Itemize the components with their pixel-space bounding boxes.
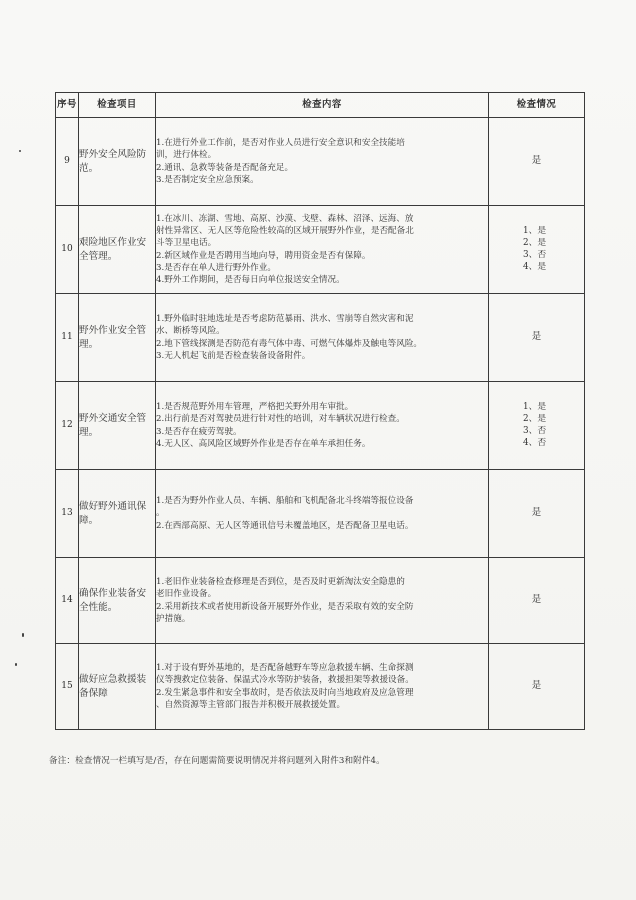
content-line: 4.野外工作期间，是否每日向单位报送安全情况。 (156, 274, 345, 285)
header-item: 检查项目 (79, 93, 156, 118)
content-line: 2.采用新技术或者使用新设备开展野外作业，是否采取有效的安全防 (156, 601, 414, 612)
content-line: 1.是否规范野外用车管理，严格把关野外用车审批。 (156, 402, 354, 413)
status-entry: 4、否 (523, 438, 547, 449)
content-line: 3.是否存在疲劳驾驶。 (156, 426, 242, 437)
row-number: 9 (56, 118, 79, 206)
table-row (56, 294, 585, 382)
check-status (489, 118, 585, 206)
content-line: 1.老旧作业装备检查修理是否到位，是否及时更新淘汰安全隐患的 (156, 577, 405, 588)
row-number: 10 (56, 206, 79, 294)
inspection-table (55, 92, 585, 730)
check-content (156, 118, 489, 206)
status-entry: 4、是 (523, 262, 547, 273)
content-line: 1.在冰川、冻湖、雪地、高原、沙漠、戈壁、森林、沼泽、远海、放 (156, 213, 414, 224)
check-content (156, 382, 489, 470)
row-number: 15 (56, 644, 79, 730)
check-item: 野外交通安全管理。 (79, 382, 156, 470)
scan-speck (15, 663, 17, 666)
check-content (156, 644, 489, 730)
content-line: 1.在进行外业工作前，是否对作业人员进行安全意识和安全技能培 (156, 138, 405, 149)
check-item: 做好野外通讯保障。 (79, 470, 156, 558)
content-line: 3.无人机起飞前是否检查装备设备附件。 (156, 350, 311, 361)
table-row (56, 382, 585, 470)
status-list (523, 401, 546, 449)
status-value: 是 (531, 507, 542, 519)
content-line: 2.出行前是否对驾驶员进行针对性的培训，对车辆状况进行检查。 (156, 414, 405, 425)
header-no: 序号 (56, 93, 79, 118)
content-line: 1.对于设有野外基地的，是否配备越野车等应急救援车辆、生命探测 (156, 663, 414, 674)
status-list (523, 225, 546, 273)
status-value: 是 (531, 331, 542, 343)
check-status (489, 470, 585, 558)
status-entry: 1、是 (523, 226, 547, 237)
content-line: 、自然资源等主管部门报告并积极开展救援处置。 (156, 699, 346, 710)
table-header-row (56, 93, 585, 118)
status-value: 是 (531, 680, 542, 692)
status-entry: 1、是 (523, 402, 547, 413)
row-number: 11 (56, 294, 79, 382)
check-status (489, 644, 585, 730)
check-status (489, 558, 585, 644)
content-line: 老旧作业设备。 (156, 589, 217, 600)
content-line: 2.在西部高原、无人区等通讯信号未覆盖地区，是否配备卫星电话。 (156, 520, 414, 531)
table-row (56, 118, 585, 206)
content-line: 训，进行体检。 (156, 150, 217, 161)
status-entry: 3、否 (523, 426, 547, 437)
scan-speck (22, 633, 24, 637)
status-entry: 2、是 (523, 238, 547, 249)
content-line: 射性异常区、无人区等危险性较高的区域开展野外作业，是否配备北 (156, 226, 414, 237)
content-line: 仪等搜救定位装备、保温式冷水等防护装备，救援担架等救援设备。 (156, 675, 414, 686)
content-line: 2.发生紧急事件和安全事故时，是否依法及时向当地政府及应急管理 (156, 687, 414, 698)
check-content (156, 206, 489, 294)
status-entry: 3、否 (523, 250, 547, 261)
check-content (156, 470, 489, 558)
table-row (56, 558, 585, 644)
content-line: 2.通讯、急救等装备是否配备充足。 (156, 162, 294, 173)
row-number: 13 (56, 470, 79, 558)
content-line: 。 (156, 508, 165, 519)
footnote: 备注：检查情况一栏填写是/否，存在问题需简要说明情况并将问题列入附件3和附件4。 (49, 756, 385, 766)
check-status (489, 294, 585, 382)
content-line: 水、断桥等风险。 (156, 326, 225, 337)
content-line: 护措施。 (156, 613, 191, 624)
status-value: 是 (531, 155, 542, 167)
row-number: 12 (56, 382, 79, 470)
table-row (56, 470, 585, 558)
header-content: 检查内容 (156, 93, 489, 118)
check-item: 做好应急救援装备保障 (79, 644, 156, 730)
status-value: 是 (531, 594, 542, 606)
table-row (56, 644, 585, 730)
content-line: 3.是否存在单人进行野外作业。 (156, 262, 276, 273)
check-item: 艰险地区作业安全管理。 (79, 206, 156, 294)
check-status (489, 382, 585, 470)
check-content (156, 294, 489, 382)
content-line: 斗等卫星电话。 (156, 238, 217, 249)
row-number: 14 (56, 558, 79, 644)
check-item: 野外安全风险防范。 (79, 118, 156, 206)
check-content (156, 558, 489, 644)
content-line: 2.地下管线探测是否防范有毒气体中毒、可燃气体爆炸及触电等风险。 (156, 338, 423, 349)
content-line: 1.是否为野外作业人员、车辆、船舶和飞机配备北斗终端等报位设备 (156, 496, 414, 507)
scan-speck (19, 150, 21, 152)
check-item: 野外作业安全管理。 (79, 294, 156, 382)
content-line: 4.无人区、高风险区域野外作业是否存在单车承担任务。 (156, 438, 371, 449)
status-entry: 2、是 (523, 414, 547, 425)
content-line: 1.野外临时驻地选址是否考虑防范暴雨、洪水、雪崩等自然灾害和泥 (156, 314, 414, 325)
check-item: 确保作业装备安全性能。 (79, 558, 156, 644)
table-row (56, 206, 585, 294)
check-status (489, 206, 585, 294)
content-line: 3.是否制定安全应急预案。 (156, 174, 259, 185)
header-status: 检查情况 (489, 93, 585, 118)
content-line: 2.新区域作业是否聘用当地向导，聘用资金是否有保障。 (156, 250, 371, 261)
